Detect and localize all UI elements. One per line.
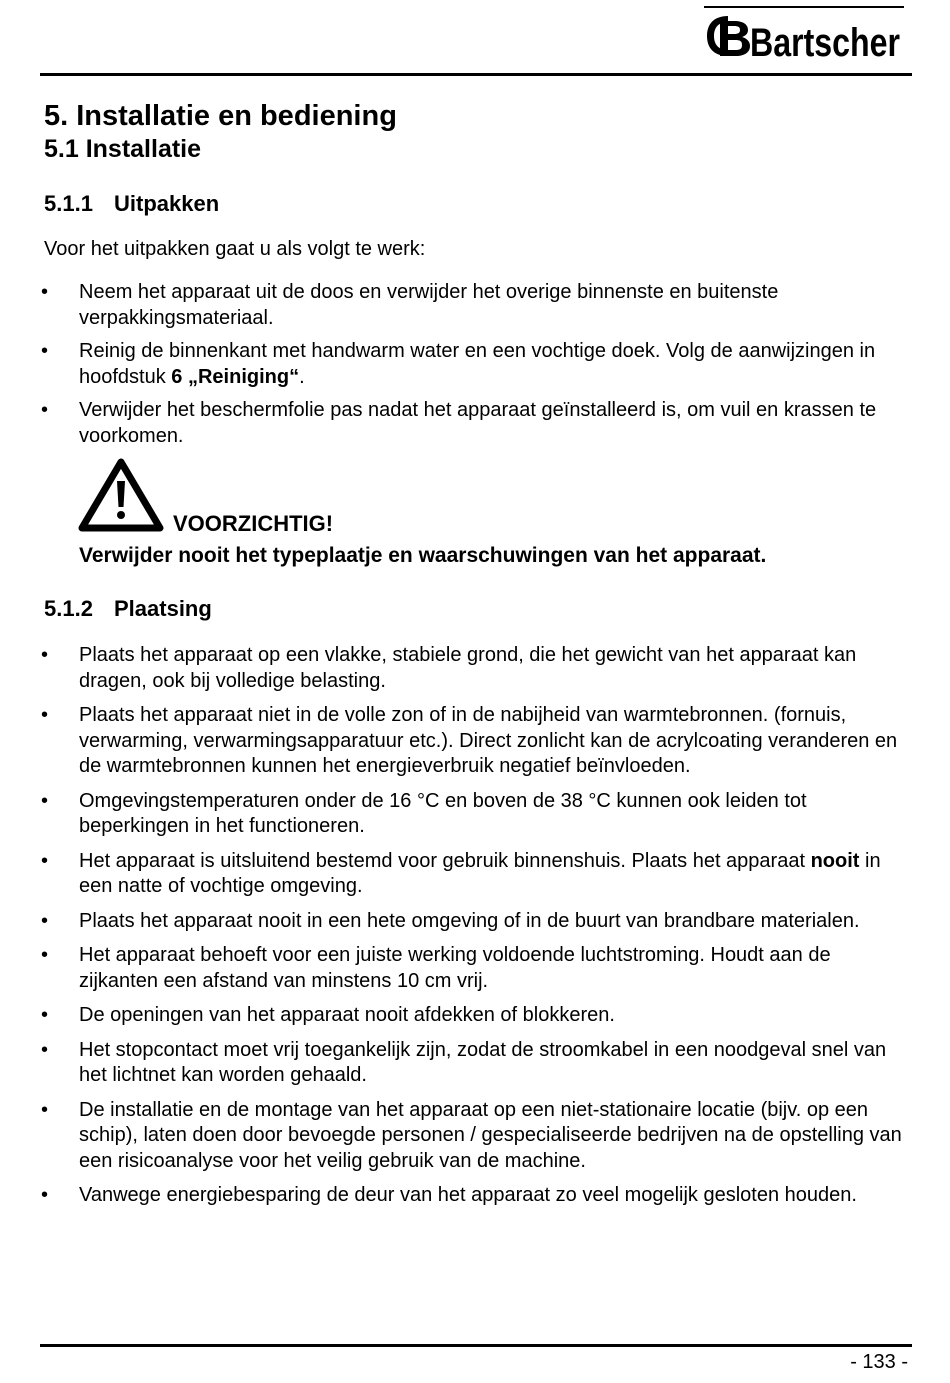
bartscher-logo (704, 4, 904, 68)
warning-triangle-icon (78, 457, 164, 533)
list-item: • De openingen van het apparaat nooit afdekken of blokkeren. (40, 1003, 910, 1029)
subsection-label: Plaatsing (114, 596, 212, 621)
plaatsing-list (40, 643, 910, 1209)
list-item: • Plaats het apparaat nooit in een hete omgeving of in de buurt van brandbare materialen. (40, 909, 910, 935)
subsection-number: 5.1.1 (44, 191, 93, 216)
footer-rule (40, 1344, 912, 1347)
uitpakken-list (40, 280, 910, 449)
list-item: • Reinig de binnenkant met handwarm water en een vochtige doek. Volg de aanwijzingen in hoofdstuk 6 „Reiniging“. (40, 339, 910, 390)
subsection-title-plaatsing (44, 596, 212, 622)
list-item: • Neem het apparaat uit de doos en verwijder het overige binnenste en buitenste verpakkingsmateriaal. (40, 280, 910, 331)
subsection-title-uitpakken (44, 191, 219, 217)
list-item: • Het apparaat is uitsluitend bestemd voor gebruik binnenshuis. Plaats het apparaat nooit in een natte of vochtige omgeving. (40, 849, 910, 900)
list-item: • Het stopcontact moet vrij toegankelijk zijn, zodat de stroomkabel in een noodgeval snel van het lichtnet kan worden gehaald. (40, 1038, 910, 1089)
list-item: • Verwijder het beschermfolie pas nadat het apparaat geïnstalleerd is, om vuil en krassen te voorkomen. (40, 398, 910, 449)
chapter-title: 5. Installatie en bediening (44, 100, 397, 132)
page-number: - 133 - (850, 1351, 908, 1373)
list-item: • Het apparaat behoeft voor een juiste werking voldoende luchtstroming. Houdt aan de zijkanten een afstand van minstens 10 cm vrij. (40, 943, 910, 994)
list-item: • Plaats het apparaat niet in de volle zon of in de nabijheid van warmtebronnen. (fornuis, verwarming, verwarmingsapparatuur etc.). Direct zonlicht kan de acrylcoating veranderen en de warmtebronnen kunnen het energieverbruik negatief beïnvloeden. (40, 703, 910, 780)
header-rule (40, 73, 912, 76)
uitpakken-intro: Voor het uitpakken gaat u als volgt te werk: (44, 238, 426, 260)
section-title: 5.1 Installatie (44, 135, 202, 163)
list-item: • Vanwege energiebesparing de deur van het apparaat zo veel mogelijk gesloten houden. (40, 1183, 910, 1209)
list-item: • Omgevingstemperaturen onder de 16 °C en boven de 38 °C kunnen ook leiden tot beperkingen in het functioneren. (40, 789, 910, 840)
list-item: • De installatie en de montage van het apparaat op een niet-stationaire locatie (bijv. op een schip), laten doen door bevoegde personen / gespecialiseerde bedrijven na de opstelling van een risicoanalyse voor het veilig gebruik van de machine. (40, 1098, 910, 1175)
svg-text:Bartscher: Bartscher (750, 21, 900, 65)
subsection-number: 5.1.2 (44, 596, 93, 621)
warning-text: Verwijder nooit het typeplaatje en waarschuwingen van het apparaat. (79, 544, 767, 567)
subsection-label: Uitpakken (114, 191, 220, 216)
list-item: • Plaats het apparaat op een vlakke, stabiele grond, die het gewicht van het apparaat kan dragen, ook bij volledige belasting. (40, 643, 910, 694)
warning-title: VOORZICHTIG! (173, 511, 334, 536)
